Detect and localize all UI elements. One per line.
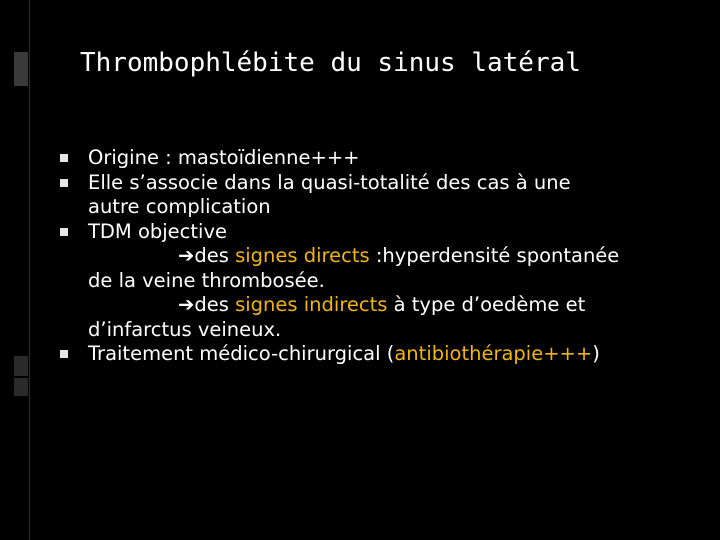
arrow-icon: ➔ <box>178 293 195 316</box>
vertical-rule <box>29 0 30 540</box>
bullet-text: TDM objective <box>88 219 227 243</box>
decor-block-2 <box>14 378 28 396</box>
bullet-square-icon <box>60 179 68 187</box>
arrow-icon: ➔ <box>178 244 195 267</box>
sub-text: à type d’oedème et <box>387 293 586 316</box>
sub-text-cont: d’infarctus veineux. <box>88 317 282 341</box>
slide-title: Thrombophlébite du sinus latéral <box>80 48 581 78</box>
bullet-association <box>60 171 710 220</box>
bullet-tdm <box>60 220 710 245</box>
bullet-text: Traitement médico-chirurgical ( <box>88 342 395 365</box>
sub-text: :hyperdensité spontanée <box>375 244 620 267</box>
decor-block-top <box>14 52 28 86</box>
bullet-traitement <box>60 342 710 367</box>
sub-signes-directs <box>60 244 710 293</box>
bullet-text: Origine : mastoïdienne+++ <box>88 146 360 169</box>
sub-text-cont: de la veine thrombosée. <box>88 268 325 292</box>
slide-body <box>60 146 710 367</box>
highlight-text: signes directs <box>235 244 376 267</box>
bullet-origine <box>60 146 710 171</box>
bullet-square-icon <box>60 228 68 236</box>
sub-text: des <box>194 244 236 267</box>
highlight-text: antibiothérapie+++ <box>394 342 593 365</box>
sub-text: des <box>194 293 236 316</box>
bullet-text: Elle s’associe dans la quasi-totalité des cas à une <box>88 170 571 194</box>
decor-block-1 <box>14 356 28 376</box>
sub-signes-indirects <box>60 293 710 342</box>
bullet-square-icon <box>60 350 68 358</box>
bullet-square-icon <box>60 154 68 162</box>
bullet-text: ) <box>592 342 600 365</box>
highlight-text: signes indirects <box>235 293 388 316</box>
bullet-text-cont: autre complication <box>88 195 271 218</box>
